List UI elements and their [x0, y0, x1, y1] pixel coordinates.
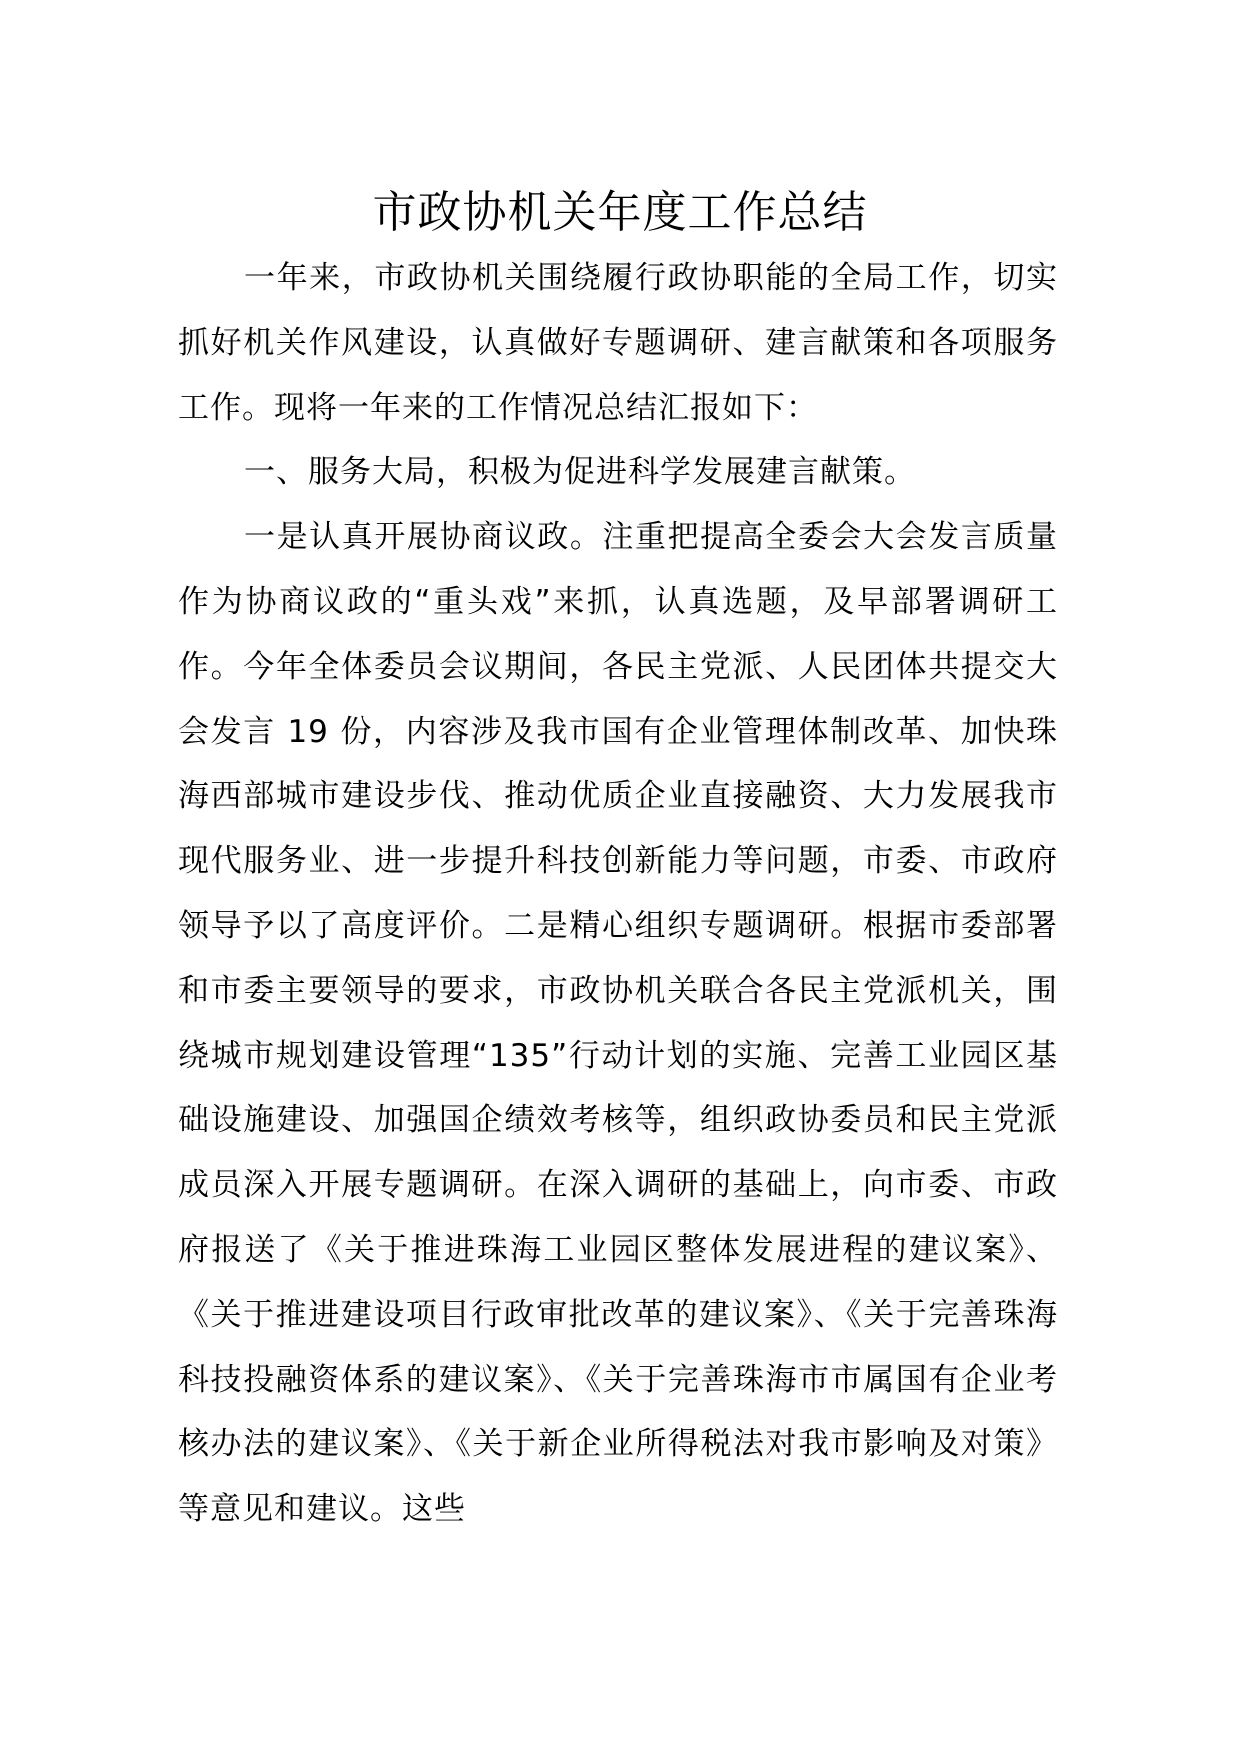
document-title: 市政协机关年度工作总结 [372, 187, 868, 238]
section-heading: 一、服务大局，积极为促进科学发展建言献策。 [244, 454, 916, 491]
document-body [178, 246, 1058, 1542]
intro-paragraph: 一年来，市政协机关围绕履行政协职能的全局工作，切实抓好机关作风建设，认真做好专题调研、建言献策和各项服务工作。现将一年来的工作情况总结汇报如下： [178, 260, 1058, 426]
section-paragraph: 一是认真开展协商议政。注重把提高全委会大会发言质量作为协商议政的“重头戏”来抓，认真选题，及早部署调研工作。今年全体委员会议期间，各民主党派、人民团体共提交大会发言 19 份，内容涉及我市国有企业管理体制改革、加快珠海西部城市建设步伐、推动优质企业直接融资、大力发展我市现代服务业、进一步提升科技创新能力等问题，市委、市政府领导予以了高度评价。二是精心组织专题调研。根据市委部署和市委主要领导的要求，市政协机关联合各民主党派机关，围绕城市规划建设管理“135”行动计划的实施、完善工业园区基础设施建设、加强国企绩效考核等，组织政协委员和民主党派成员深入开展专题调研。在深入调研的基础上，向市委、市政府报送了《关于推进珠海工业园区整体发展进程的建议案》、《关于推进建设项目行政审批改革的建议案》、《关于完善珠海科技投融资体系的建议案》、《关于完善珠海市市属国有企业考核办法的建议案》、《关于新企业所得税法对我市影响及对策》等意见和建议。这些 [178, 519, 1058, 1528]
